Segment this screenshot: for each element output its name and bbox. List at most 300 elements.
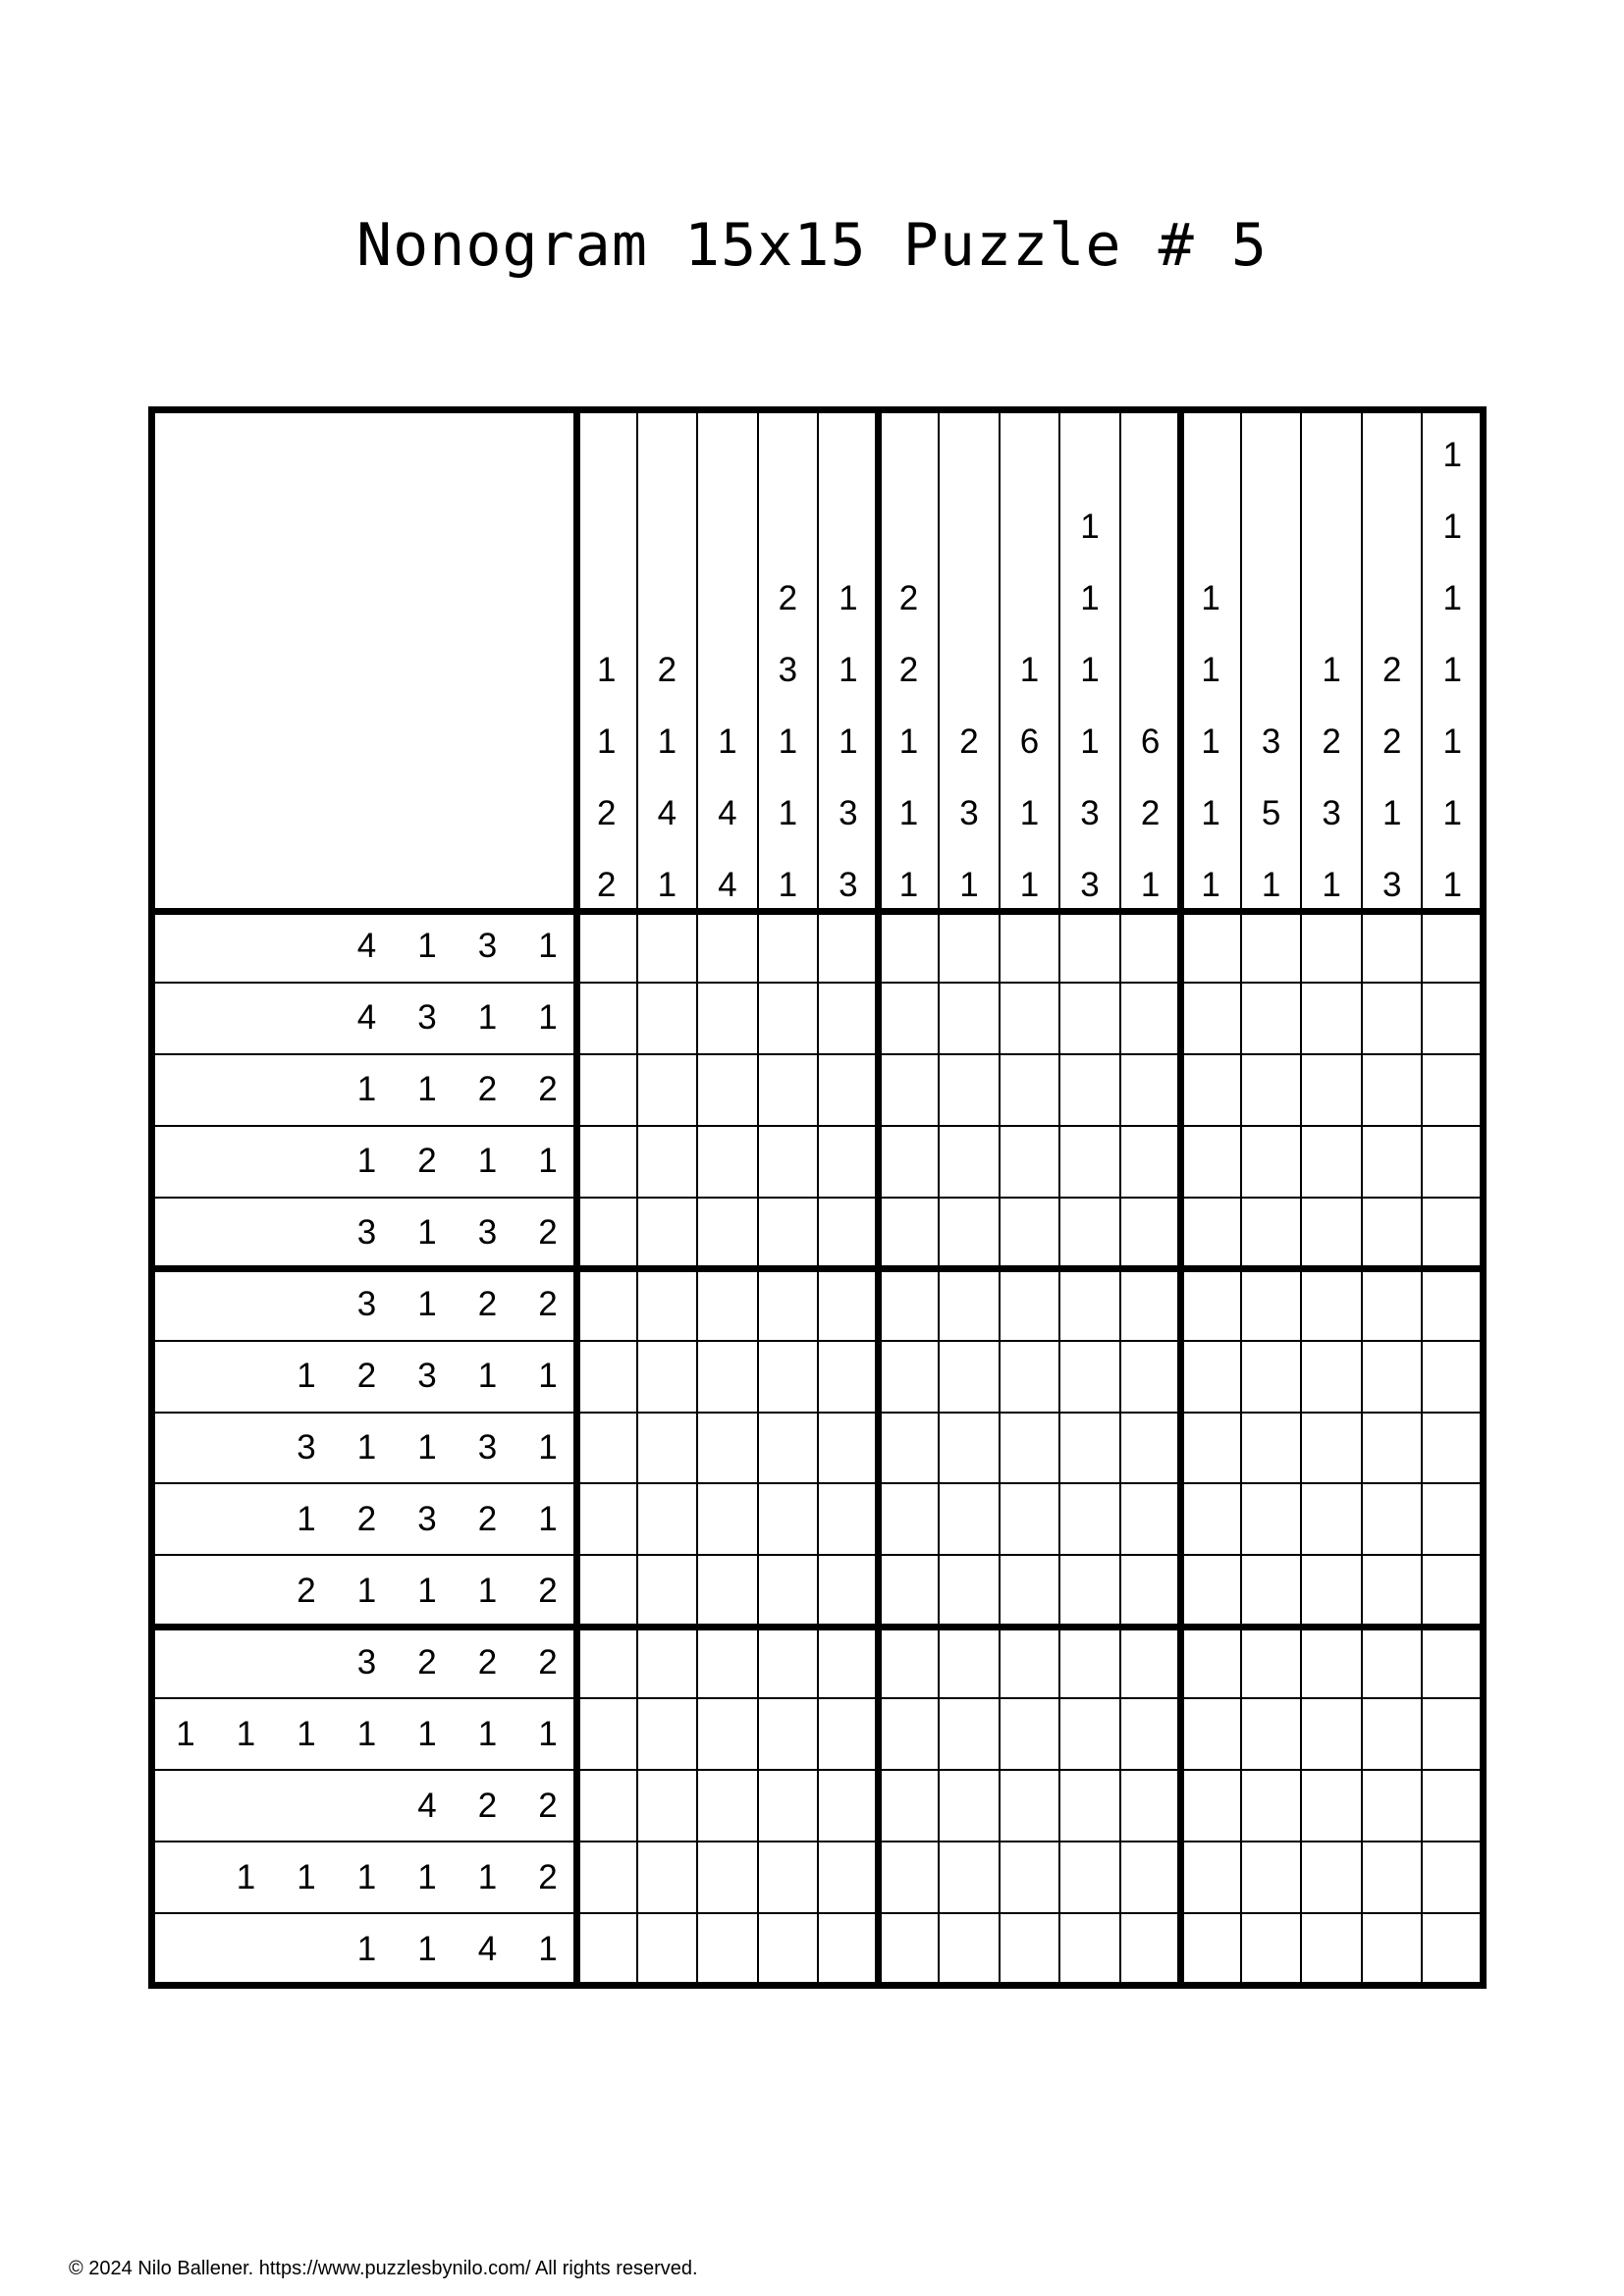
grid-cell[interactable] (818, 1126, 879, 1198)
grid-cell[interactable] (818, 1555, 879, 1627)
grid-cell[interactable] (637, 1913, 698, 1985)
grid-cell[interactable] (1422, 1698, 1483, 1770)
grid-cell[interactable] (1422, 1054, 1483, 1126)
row-clue-number: 1 (477, 998, 498, 1038)
grid-cell[interactable] (818, 1698, 879, 1770)
grid-cell[interactable] (1120, 1483, 1181, 1555)
grid-cell[interactable] (1059, 1770, 1120, 1842)
grid-cell[interactable] (1362, 1842, 1423, 1913)
grid-cell[interactable] (879, 1483, 940, 1555)
row-clue-number: 1 (297, 1714, 316, 1753)
grid-cell[interactable] (1241, 1770, 1302, 1842)
grid-cell[interactable] (637, 1627, 698, 1698)
grid-cell[interactable] (818, 1842, 879, 1913)
grid-cell[interactable] (1241, 1413, 1302, 1484)
column-clue-number: 2 (597, 794, 617, 832)
grid-cell[interactable] (818, 1269, 879, 1341)
grid-cell[interactable] (879, 983, 940, 1054)
grid-cell[interactable] (1362, 1483, 1423, 1555)
grid-cell[interactable] (1241, 1555, 1302, 1627)
grid-cell[interactable] (1000, 1913, 1060, 1985)
grid-cell[interactable] (939, 1126, 1000, 1198)
row-clue-number: 2 (417, 1142, 437, 1181)
grid-cell[interactable] (1362, 1054, 1423, 1126)
grid-cell[interactable] (1241, 1698, 1302, 1770)
column-clue-number: 3 (959, 794, 979, 832)
grid-cell[interactable] (1120, 911, 1181, 983)
grid-cell[interactable] (879, 1269, 940, 1341)
grid-cell[interactable] (1000, 1413, 1060, 1484)
grid-cell[interactable] (1362, 1627, 1423, 1698)
grid-cell[interactable] (879, 1627, 940, 1698)
column-clue-number: 1 (1442, 436, 1462, 474)
grid-cell[interactable] (1059, 1842, 1120, 1913)
column-clue-number: 1 (1442, 651, 1462, 689)
grid-cell[interactable] (1000, 1842, 1060, 1913)
grid-cell[interactable] (1059, 1483, 1120, 1555)
grid-cell[interactable] (1241, 1054, 1302, 1126)
grid-cell[interactable] (939, 1770, 1000, 1842)
grid-cell[interactable] (818, 1483, 879, 1555)
grid-cell[interactable] (758, 1913, 819, 1985)
grid-cell[interactable] (1120, 1126, 1181, 1198)
row-clue-number: 1 (356, 1070, 377, 1109)
thick-line-vertical (573, 409, 580, 1985)
grid-cell[interactable] (1120, 1698, 1181, 1770)
grid-line-horizontal (151, 1125, 1483, 1127)
grid-cell[interactable] (758, 911, 819, 983)
grid-cell[interactable] (637, 1269, 698, 1341)
column-clue-number: 3 (839, 794, 858, 832)
grid-cell[interactable] (879, 911, 940, 983)
grid-cell[interactable] (939, 1198, 1000, 1269)
grid-cell[interactable] (1059, 1627, 1120, 1698)
grid-cell[interactable] (637, 911, 698, 983)
grid-cell[interactable] (697, 1770, 758, 1842)
grid-cell[interactable] (818, 1413, 879, 1484)
column-clue-number: 2 (1322, 722, 1341, 761)
grid-cell[interactable] (1362, 1913, 1423, 1985)
grid-cell[interactable] (758, 1269, 819, 1341)
grid-cell[interactable] (576, 1483, 637, 1555)
column-clue-number: 2 (597, 866, 617, 904)
column-clue-number: 2 (1381, 722, 1402, 761)
grid-cell[interactable] (1120, 1627, 1181, 1698)
column-clue-number: 1 (657, 722, 677, 761)
grid-cell[interactable] (758, 1483, 819, 1555)
row-clue-number: 2 (538, 1786, 558, 1825)
grid-cell[interactable] (939, 1913, 1000, 1985)
grid-cell[interactable] (939, 1698, 1000, 1770)
grid-cell[interactable] (758, 1555, 819, 1627)
grid-cell[interactable] (1059, 1198, 1120, 1269)
grid-cell[interactable] (818, 1341, 879, 1413)
grid-cell[interactable] (758, 1198, 819, 1269)
grid-cell[interactable] (939, 983, 1000, 1054)
grid-cell[interactable] (1000, 1126, 1060, 1198)
grid-cell[interactable] (697, 1698, 758, 1770)
grid-cell[interactable] (879, 1341, 940, 1413)
column-clue-number: 1 (1442, 579, 1462, 617)
grid-cell[interactable] (818, 983, 879, 1054)
grid-cell[interactable] (1000, 1269, 1060, 1341)
grid-cell[interactable] (1422, 1555, 1483, 1627)
grid-cell[interactable] (1301, 1555, 1362, 1627)
grid-cell[interactable] (576, 1413, 637, 1484)
grid-cell[interactable] (637, 1555, 698, 1627)
row-clue-number: 3 (477, 1213, 498, 1253)
grid-cell[interactable] (1000, 1054, 1060, 1126)
grid-cell[interactable] (1301, 1842, 1362, 1913)
grid-cell[interactable] (1120, 983, 1181, 1054)
grid-cell[interactable] (637, 1198, 698, 1269)
grid-cell[interactable] (1422, 1913, 1483, 1985)
column-clue-number: 1 (1201, 579, 1220, 617)
grid-cell[interactable] (697, 1269, 758, 1341)
grid-cell[interactable] (1180, 1413, 1241, 1484)
row-clue-number: 1 (356, 1929, 377, 1968)
grid-cell[interactable] (1000, 1555, 1060, 1627)
grid-cell[interactable] (697, 983, 758, 1054)
row-clue-number: 2 (477, 1786, 498, 1825)
grid-cell[interactable] (637, 1842, 698, 1913)
grid-cell[interactable] (697, 1842, 758, 1913)
grid-cell[interactable] (1120, 1269, 1181, 1341)
grid-cell[interactable] (1422, 1842, 1483, 1913)
grid-cell[interactable] (1241, 1126, 1302, 1198)
grid-line-horizontal (151, 1697, 1483, 1699)
grid-cell[interactable] (939, 911, 1000, 983)
grid-cell[interactable] (637, 1126, 698, 1198)
grid-cell[interactable] (939, 1341, 1000, 1413)
grid-cell[interactable] (1000, 911, 1060, 983)
row-clue-number: 3 (356, 1213, 377, 1253)
row-clue-number: 2 (417, 1642, 437, 1682)
grid-cell[interactable] (1301, 1198, 1362, 1269)
grid-cell[interactable] (1180, 1483, 1241, 1555)
grid-cell[interactable] (1059, 1913, 1120, 1985)
grid-cell[interactable] (576, 1126, 637, 1198)
grid-cell[interactable] (1241, 1341, 1302, 1413)
grid-cell[interactable] (1241, 1269, 1302, 1341)
grid-cell[interactable] (879, 1770, 940, 1842)
grid-cell[interactable] (1241, 1483, 1302, 1555)
grid-cell[interactable] (1000, 1627, 1060, 1698)
row-clue-number: 1 (538, 1357, 558, 1396)
grid-cell[interactable] (1059, 983, 1120, 1054)
grid-cell[interactable] (697, 1054, 758, 1126)
grid-cell[interactable] (1422, 1126, 1483, 1198)
outer-border-top (148, 406, 1487, 413)
grid-cell[interactable] (1059, 1126, 1120, 1198)
grid-cell[interactable] (1180, 1627, 1241, 1698)
row-clue-number: 1 (356, 1857, 377, 1896)
grid-cell[interactable] (697, 1627, 758, 1698)
grid-cell[interactable] (1000, 1341, 1060, 1413)
grid-cell[interactable] (1180, 1913, 1241, 1985)
grid-cell[interactable] (1000, 1698, 1060, 1770)
grid-cell[interactable] (1422, 1770, 1483, 1842)
grid-cell[interactable] (1301, 1913, 1362, 1985)
row-clue-number: 3 (356, 1285, 377, 1324)
grid-cell[interactable] (758, 1054, 819, 1126)
grid-cell[interactable] (1241, 1198, 1302, 1269)
grid-cell[interactable] (697, 1483, 758, 1555)
column-clue-number: 1 (1201, 722, 1220, 761)
grid-cell[interactable] (1301, 1627, 1362, 1698)
row-clue-number: 2 (538, 1285, 558, 1324)
row-clue-number: 1 (356, 1571, 377, 1610)
column-clue-number: 1 (1442, 722, 1462, 761)
grid-cell[interactable] (1362, 1770, 1423, 1842)
grid-cell[interactable] (697, 911, 758, 983)
grid-cell[interactable] (1180, 1341, 1241, 1413)
grid-cell[interactable] (637, 1483, 698, 1555)
grid-cell[interactable] (637, 1054, 698, 1126)
grid-cell[interactable] (879, 1698, 940, 1770)
grid-cell[interactable] (939, 1413, 1000, 1484)
column-clue-number: 1 (1201, 651, 1220, 689)
column-clue-number: 3 (1261, 722, 1281, 761)
grid-cell[interactable] (1362, 911, 1423, 983)
grid-cell[interactable] (818, 1198, 879, 1269)
grid-cell[interactable] (758, 1627, 819, 1698)
grid-cell[interactable] (1180, 1770, 1241, 1842)
grid-cell[interactable] (697, 1126, 758, 1198)
grid-cell[interactable] (1059, 911, 1120, 983)
grid-cell[interactable] (879, 1842, 940, 1913)
grid-cell[interactable] (1059, 1413, 1120, 1484)
grid-cell[interactable] (1362, 1126, 1423, 1198)
grid-line-horizontal (151, 1554, 1483, 1556)
grid-cell[interactable] (758, 983, 819, 1054)
grid-cell[interactable] (818, 1054, 879, 1126)
puzzle-title: Nonogram 15x15 Puzzle # 5 (355, 211, 1269, 280)
grid-cell[interactable] (1000, 1770, 1060, 1842)
grid-cell[interactable] (576, 1341, 637, 1413)
grid-cell[interactable] (818, 1913, 879, 1985)
column-clue-number: 1 (597, 722, 617, 761)
grid-cell[interactable] (576, 1842, 637, 1913)
column-clue-number: 4 (718, 866, 737, 904)
row-clue-number: 2 (297, 1571, 316, 1610)
grid-cell[interactable] (1362, 1413, 1423, 1484)
grid-cell[interactable] (758, 1341, 819, 1413)
column-clue-number: 2 (657, 651, 677, 689)
grid-cell[interactable] (1301, 1770, 1362, 1842)
column-clue-number: 1 (898, 722, 919, 761)
grid-cell[interactable] (1000, 1483, 1060, 1555)
grid-cell[interactable] (1241, 983, 1302, 1054)
copyright-footer: © 2024 Nilo Ballener. https://www.puzzlesbynilo.com/ All rights reserved. (69, 2258, 698, 2279)
grid-cell[interactable] (1301, 1341, 1362, 1413)
grid-cell[interactable] (1180, 983, 1241, 1054)
grid-cell[interactable] (637, 1413, 698, 1484)
grid-cell[interactable] (758, 1126, 819, 1198)
grid-cell[interactable] (758, 1770, 819, 1842)
grid-cell[interactable] (1180, 1842, 1241, 1913)
grid-cell[interactable] (1422, 911, 1483, 983)
grid-cell[interactable] (758, 1698, 819, 1770)
grid-cell[interactable] (576, 1054, 637, 1126)
grid-cell[interactable] (758, 1413, 819, 1484)
grid-cell[interactable] (576, 1913, 637, 1985)
grid-cell[interactable] (637, 983, 698, 1054)
row-clue-number: 1 (236, 1857, 256, 1896)
grid-cell[interactable] (1241, 911, 1302, 983)
grid-cell[interactable] (1301, 911, 1362, 983)
grid-cell[interactable] (1120, 1770, 1181, 1842)
grid-cell[interactable] (1301, 1054, 1362, 1126)
grid-cell[interactable] (1059, 1698, 1120, 1770)
grid-cell[interactable] (576, 1627, 637, 1698)
column-clue-number: 2 (1381, 651, 1402, 689)
grid-cell[interactable] (939, 1627, 1000, 1698)
grid-cell[interactable] (879, 1198, 940, 1269)
grid-cell[interactable] (1422, 1198, 1483, 1269)
grid-cell[interactable] (1362, 1555, 1423, 1627)
column-clue-number: 1 (1442, 866, 1462, 904)
column-clue-number: 1 (1442, 794, 1462, 832)
grid-cell[interactable] (1422, 983, 1483, 1054)
grid-cell[interactable] (1180, 1126, 1241, 1198)
grid-cell[interactable] (1180, 1198, 1241, 1269)
column-clue-number: 1 (1322, 866, 1341, 904)
grid-cell[interactable] (576, 1198, 637, 1269)
grid-cell[interactable] (576, 1770, 637, 1842)
grid-cell[interactable] (1422, 1483, 1483, 1555)
grid-cell[interactable] (1362, 1341, 1423, 1413)
row-clue-number: 1 (477, 1714, 498, 1753)
column-clue-number: 1 (1019, 866, 1040, 904)
row-clue-number: 1 (477, 1357, 498, 1396)
row-clue-number: 2 (538, 1070, 558, 1109)
column-clue-number: 3 (1322, 794, 1341, 832)
column-clue-number: 1 (1261, 866, 1281, 904)
column-clue-number: 1 (1381, 794, 1402, 832)
row-clue-number: 1 (176, 1714, 195, 1753)
grid-cell[interactable] (1059, 1341, 1120, 1413)
row-clue-number: 3 (477, 1428, 498, 1467)
row-clue-number: 1 (538, 1142, 558, 1181)
grid-cell[interactable] (1180, 1054, 1241, 1126)
row-clue-number: 1 (417, 1571, 437, 1610)
grid-cell[interactable] (939, 1269, 1000, 1341)
grid-cell[interactable] (576, 911, 637, 983)
grid-line-horizontal (151, 982, 1483, 984)
grid-cell[interactable] (1362, 983, 1423, 1054)
row-clue-number: 1 (477, 1142, 498, 1181)
grid-cell[interactable] (1301, 983, 1362, 1054)
row-clue-number: 1 (297, 1857, 316, 1896)
grid-cell[interactable] (576, 1555, 637, 1627)
grid-cell[interactable] (758, 1842, 819, 1913)
grid-cell[interactable] (879, 1913, 940, 1985)
grid-cell[interactable] (1301, 1698, 1362, 1770)
grid-cell[interactable] (1120, 1341, 1181, 1413)
grid-cell[interactable] (1241, 1842, 1302, 1913)
grid-cell[interactable] (1422, 1341, 1483, 1413)
grid-cell[interactable] (1362, 1269, 1423, 1341)
grid-cell[interactable] (1301, 1483, 1362, 1555)
column-clue-number: 1 (1080, 651, 1100, 689)
grid-cell[interactable] (1241, 1913, 1302, 1985)
grid-cell[interactable] (697, 1555, 758, 1627)
grid-cell[interactable] (1120, 1842, 1181, 1913)
grid-cell[interactable] (576, 1698, 637, 1770)
row-clue-number: 1 (417, 1428, 437, 1467)
grid-cell[interactable] (1059, 1054, 1120, 1126)
grid-cell[interactable] (1000, 983, 1060, 1054)
column-clue-number: 2 (898, 579, 919, 617)
grid-cell[interactable] (576, 1269, 637, 1341)
grid-cell[interactable] (879, 1555, 940, 1627)
column-clue-number: 2 (898, 651, 919, 689)
grid-cell[interactable] (1059, 1555, 1120, 1627)
row-clue-number: 2 (538, 1213, 558, 1253)
grid-line-horizontal (151, 1769, 1483, 1771)
grid-cell[interactable] (1301, 1269, 1362, 1341)
grid-cell[interactable] (637, 1341, 698, 1413)
grid-cell[interactable] (879, 1126, 940, 1198)
grid-cell[interactable] (576, 983, 637, 1054)
grid-cell[interactable] (879, 1413, 940, 1484)
grid-cell[interactable] (1362, 1698, 1423, 1770)
grid-cell[interactable] (1241, 1627, 1302, 1698)
grid-cell[interactable] (1180, 911, 1241, 983)
grid-cell[interactable] (1180, 1555, 1241, 1627)
grid-cell[interactable] (697, 1413, 758, 1484)
row-clue-number: 1 (538, 927, 558, 966)
grid-cell[interactable] (1180, 1269, 1241, 1341)
grid-cell[interactable] (697, 1913, 758, 1985)
grid-cell[interactable] (1422, 1627, 1483, 1698)
row-clue-number: 2 (477, 1285, 498, 1324)
grid-cell[interactable] (697, 1198, 758, 1269)
row-clue-number: 2 (477, 1642, 498, 1682)
grid-cell[interactable] (1000, 1198, 1060, 1269)
grid-cell[interactable] (1422, 1413, 1483, 1484)
grid-cell[interactable] (1120, 1913, 1181, 1985)
grid-cell[interactable] (939, 1054, 1000, 1126)
grid-cell[interactable] (1362, 1198, 1423, 1269)
column-clue-number: 1 (1019, 794, 1040, 832)
grid-cell[interactable] (818, 1770, 879, 1842)
grid-cell[interactable] (1120, 1054, 1181, 1126)
grid-cell[interactable] (1120, 1555, 1181, 1627)
grid-cell[interactable] (818, 911, 879, 983)
grid-cell[interactable] (939, 1483, 1000, 1555)
grid-cell[interactable] (1059, 1269, 1120, 1341)
grid-cell[interactable] (1301, 1126, 1362, 1198)
row-clue-number: 1 (356, 1714, 377, 1753)
grid-cell[interactable] (1301, 1413, 1362, 1484)
grid-cell[interactable] (1422, 1269, 1483, 1341)
grid-cell[interactable] (939, 1842, 1000, 1913)
row-clue-number: 4 (356, 998, 377, 1038)
grid-cell[interactable] (879, 1054, 940, 1126)
row-clue-number: 2 (356, 1499, 377, 1538)
grid-cell[interactable] (1120, 1413, 1181, 1484)
grid-cell[interactable] (1120, 1198, 1181, 1269)
grid-cell[interactable] (939, 1555, 1000, 1627)
grid-cell[interactable] (637, 1770, 698, 1842)
grid-cell[interactable] (1180, 1698, 1241, 1770)
grid-cell[interactable] (818, 1627, 879, 1698)
grid-cell[interactable] (637, 1698, 698, 1770)
grid-cell[interactable] (697, 1341, 758, 1413)
row-clue-number: 2 (477, 1499, 498, 1538)
